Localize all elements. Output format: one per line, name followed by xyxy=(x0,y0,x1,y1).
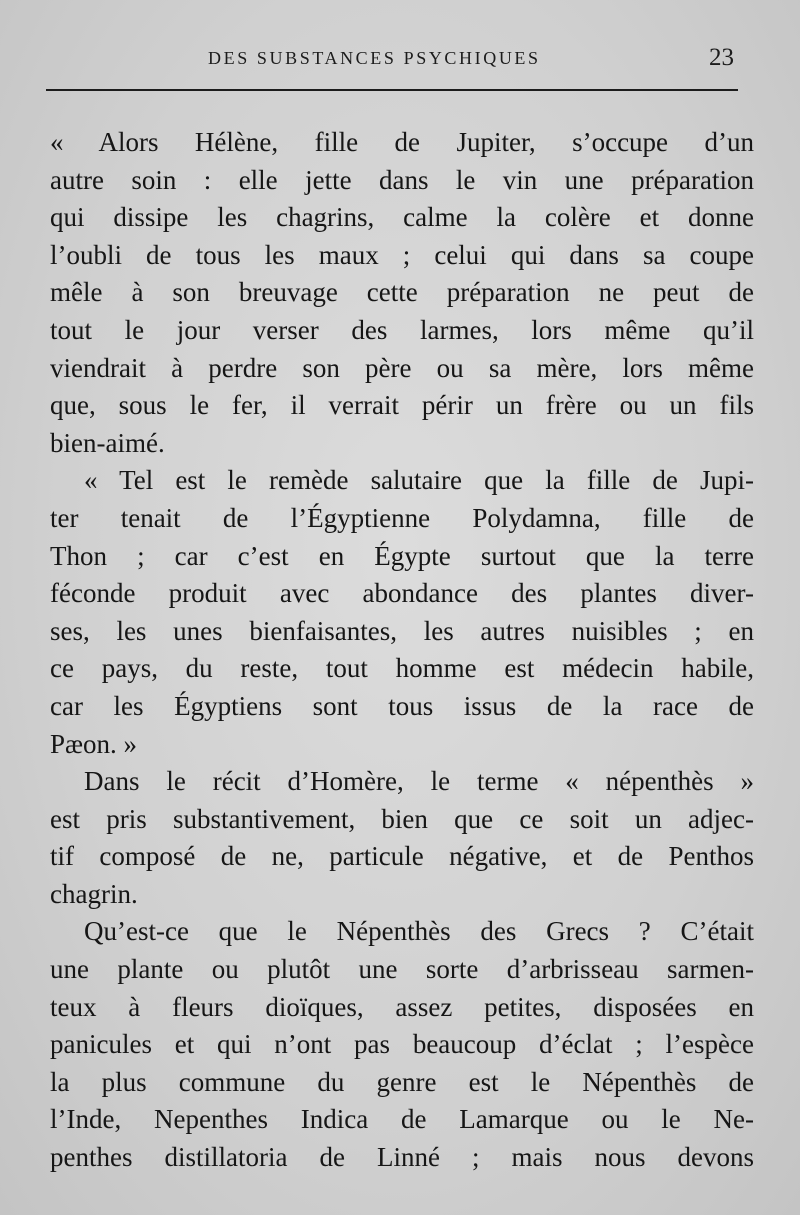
text-line: chagrin. xyxy=(50,878,138,909)
text-line: féconde produit avec abondance des plantes diver- xyxy=(50,578,754,609)
page-number: 23 xyxy=(709,44,734,71)
text-line: « Alors Hélène, fille de Jupiter, s’occupe d’un xyxy=(50,127,754,157)
text-line: bien-aimé. xyxy=(50,427,165,458)
text-line: Pæon. » xyxy=(50,728,138,759)
text-line: ses, les unes bienfaisantes, les autres nuisibles ; en xyxy=(50,615,754,646)
text-line: une plante ou plutôt une sorte d’arbrisseau sarmen- xyxy=(50,954,754,985)
text-line: Qu’est-ce que le Népenthès des Grecs ? C’était xyxy=(84,916,754,947)
text-line: ce pays, du reste, tout homme est médecin habile, xyxy=(50,653,754,684)
text-line: viendrait à perdre son père ou sa mère, lors même xyxy=(50,352,754,383)
text-line: que, sous le fer, il verrait périr un frère ou un fils xyxy=(50,390,754,421)
text-line: Thon ; car c’est en Égypte surtout que la terre xyxy=(50,540,754,571)
text-line: penthes distillatoria de Linné ; mais nous devons xyxy=(50,1142,754,1173)
text-line: l’Inde, Nepenthes Indica de Lamarque ou le Ne- xyxy=(50,1104,754,1135)
text-line: l’oubli de tous les maux ; celui qui dans sa coupe xyxy=(50,239,754,270)
running-head: DES SUBSTANCES PSYCHIQUES xyxy=(208,48,541,68)
text-line: tout le jour verser des larmes, lors même qu’il xyxy=(50,314,754,345)
text-line: tif composé de ne, particule négative, et de Penthos xyxy=(50,841,754,872)
text-line: autre soin : elle jette dans le vin une préparation xyxy=(50,164,754,195)
text-line: « Tel est le remède salutaire que la fille de Jupi- xyxy=(84,465,754,496)
text-line: la plus commune du genre est le Népenthès de xyxy=(50,1066,754,1097)
page-header xyxy=(48,44,738,78)
text-line: qui dissipe les chagrins, calme la colère et donne xyxy=(50,202,754,233)
body-text xyxy=(50,124,754,1177)
text-line: ter tenait de l’Égyptienne Polydamna, fille de xyxy=(50,502,754,533)
text-line: teux à fleurs dioïques, assez petites, disposées en xyxy=(50,991,754,1022)
text-line: mêle à son breuvage cette préparation ne peut de xyxy=(50,277,754,308)
text-line: est pris substantivement, bien que ce soit un adjec- xyxy=(50,803,754,834)
text-line: Dans le récit d’Homère, le terme « népenthès » xyxy=(84,766,754,797)
text-line: panicules et qui n’ont pas beaucoup d’éclat ; l’espèce xyxy=(50,1029,754,1060)
header-rule xyxy=(46,89,738,91)
text-line: car les Égyptiens sont tous issus de la race de xyxy=(50,690,754,721)
